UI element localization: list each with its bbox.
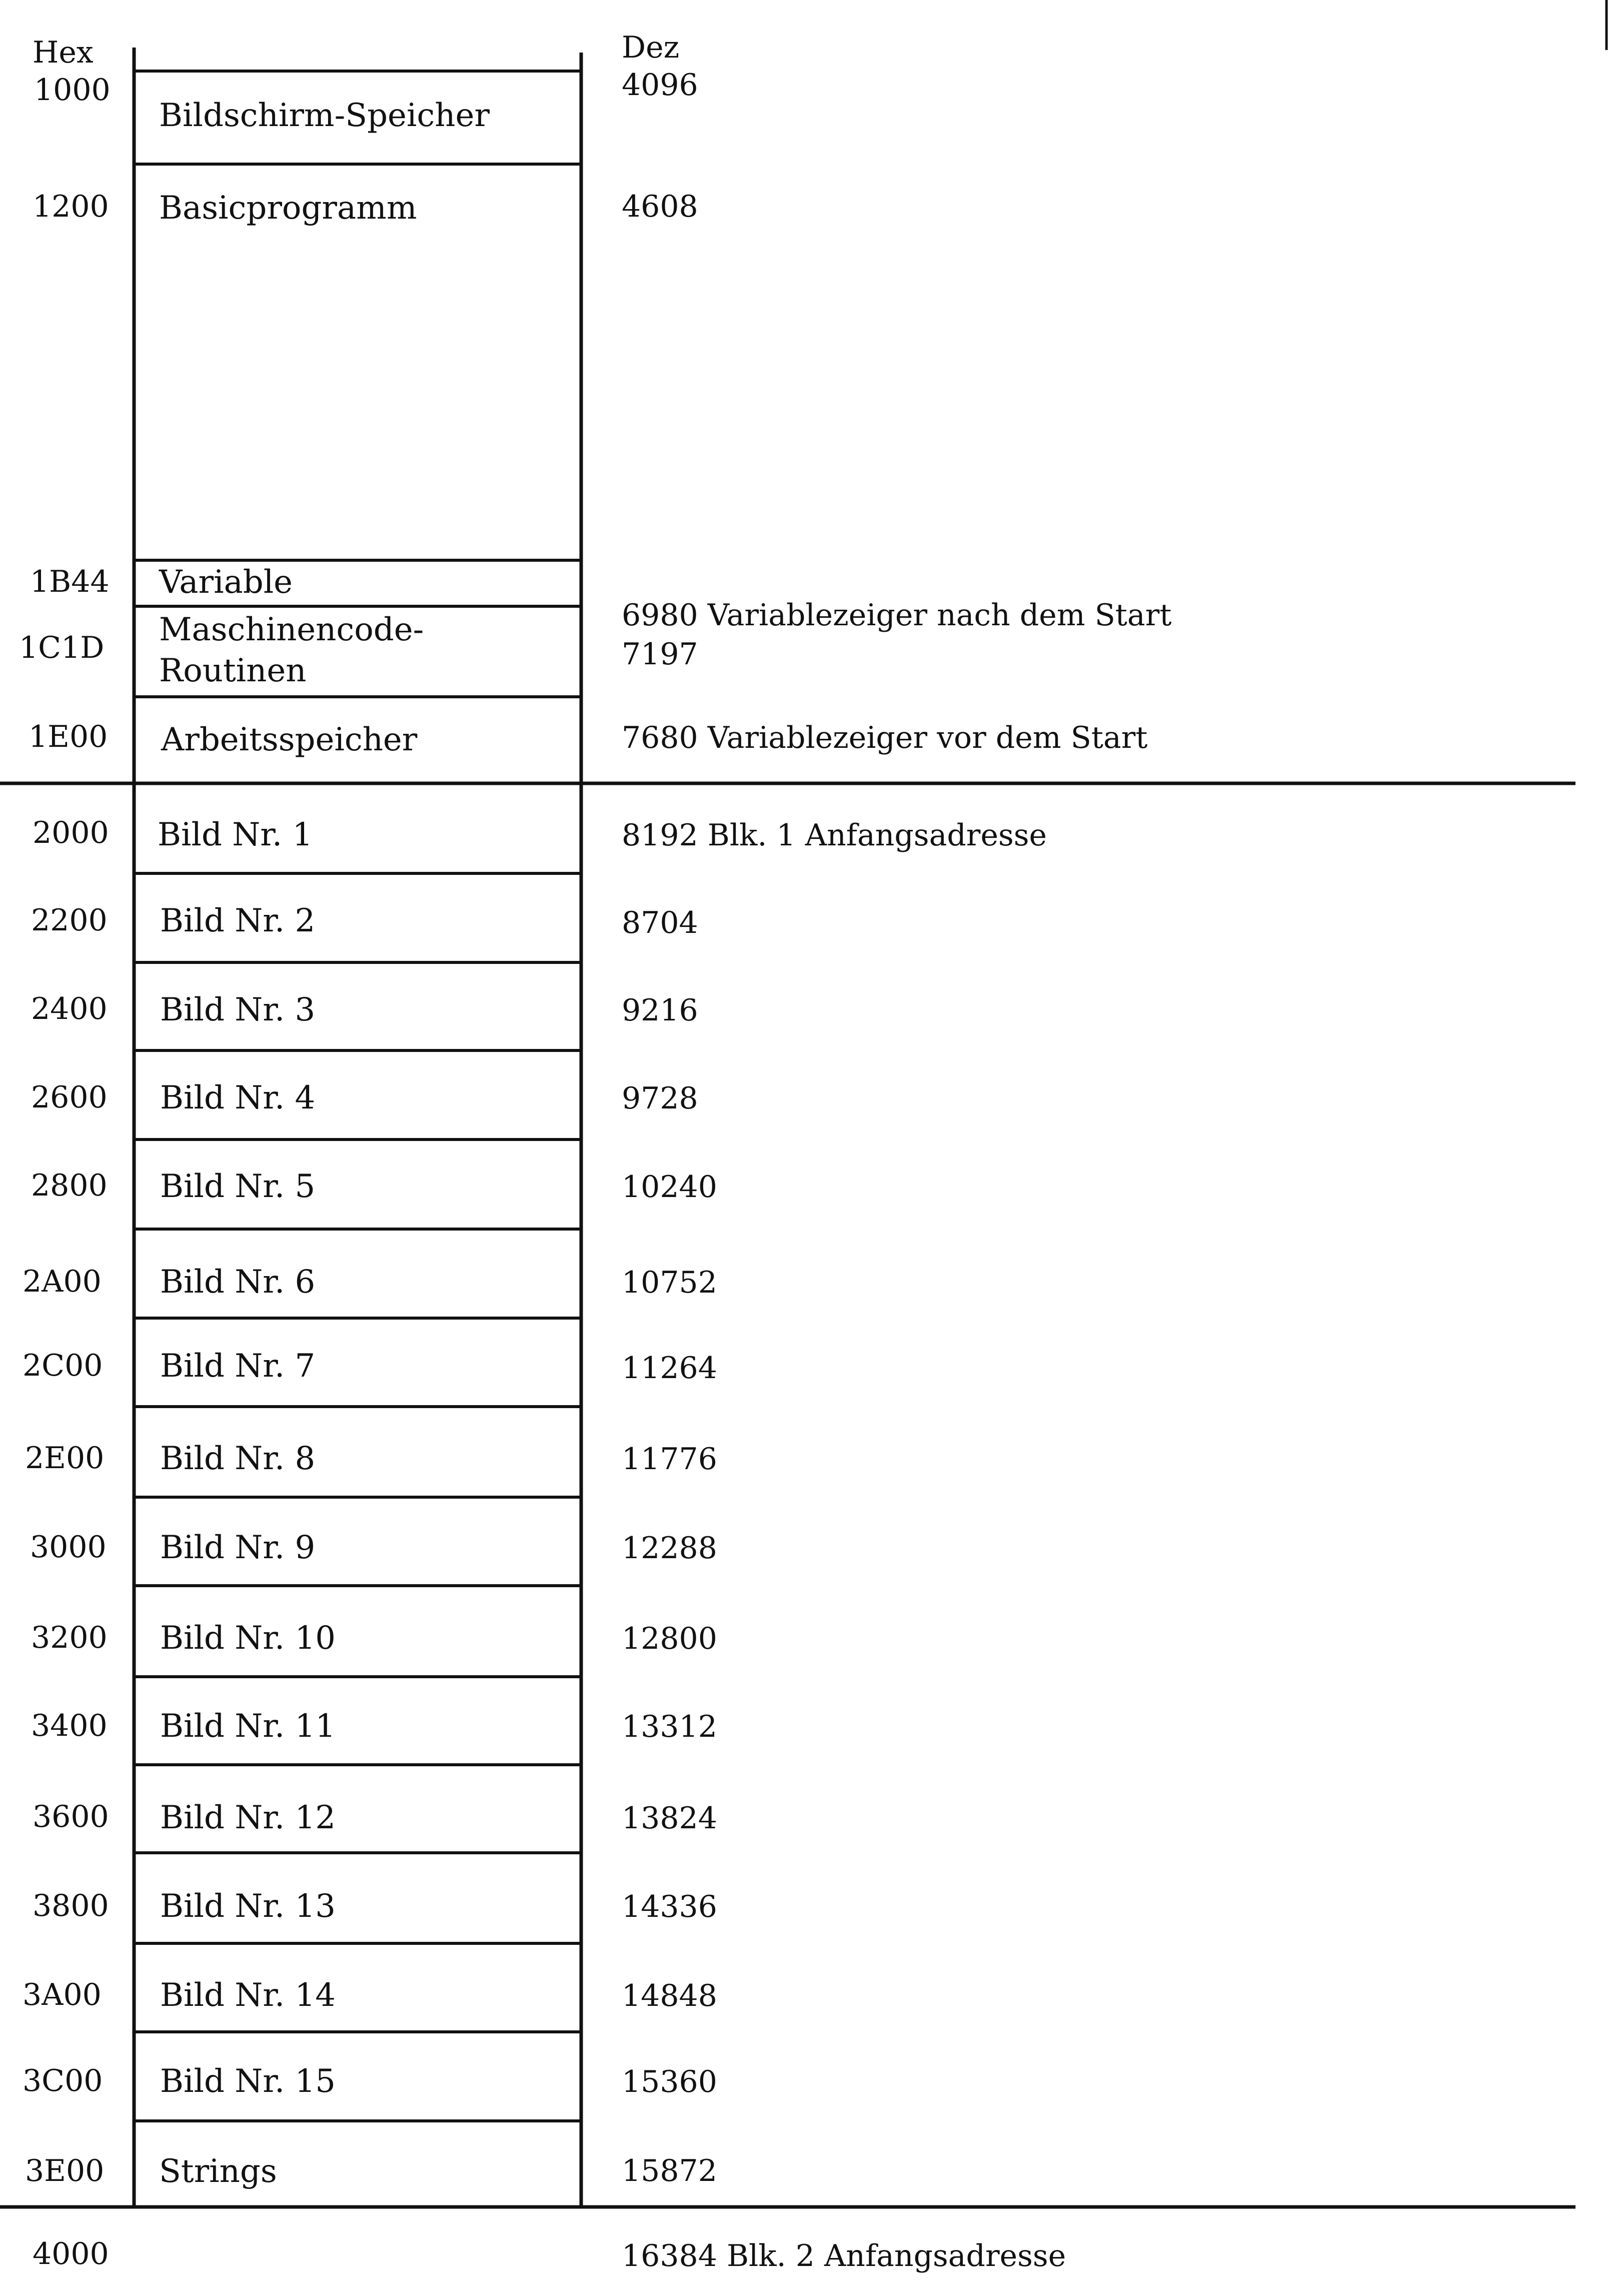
block-label: Arbeitsspeicher <box>161 721 418 758</box>
dez-address: 4608 <box>622 189 698 224</box>
hex-address: 1C1D <box>19 630 105 665</box>
block-label: Bild Nr. 5 <box>160 1168 316 1205</box>
block-label: Bildschirm-Speicher <box>159 97 490 134</box>
block-label: Maschinencode- <box>159 611 424 648</box>
variable-address-7197: 7197 <box>622 637 698 672</box>
dez-address: 12288 <box>622 1531 717 1566</box>
dez-header: Dez <box>622 30 680 65</box>
block-label: Bild Nr. 12 <box>160 1799 336 1836</box>
dez-address: 11776 <box>622 1442 717 1477</box>
hex-address: 1E00 <box>29 719 108 754</box>
hex-address: 3E00 <box>25 2153 105 2188</box>
block-label: Strings <box>159 2153 277 2190</box>
dez-address: 7680 Variablezeiger vor dem Start <box>622 720 1148 755</box>
block-label: Bild Nr. 2 <box>160 902 316 939</box>
memory-block-labels <box>158 97 490 2190</box>
hex-addresses <box>19 73 111 2271</box>
dez-address: 14848 <box>622 1978 717 2013</box>
block-label: Bild Nr. 4 <box>160 1079 316 1116</box>
hex-address: 3200 <box>31 1620 108 1655</box>
decimal-addresses <box>622 68 1171 2273</box>
dez-address: 12800 <box>622 1621 717 1656</box>
hex-address: 2E00 <box>25 1441 105 1476</box>
block-label: Basicprogramm <box>159 190 417 227</box>
dez-address: 13824 <box>622 1801 717 1836</box>
hex-address: 3600 <box>33 1799 109 1834</box>
dez-address: 8704 <box>622 905 698 940</box>
hex-address: 2400 <box>31 991 108 1026</box>
dez-address: 11264 <box>622 1351 717 1386</box>
hex-address: 2200 <box>31 903 108 938</box>
hex-address: 2000 <box>33 815 109 850</box>
hex-address: 2600 <box>31 1080 108 1115</box>
block-label: Bild Nr. 14 <box>160 1977 336 2014</box>
hex-address: 1000 <box>34 73 111 108</box>
block-label: Bild Nr. 10 <box>160 1620 336 1657</box>
hex-address: 2C00 <box>23 1348 103 1383</box>
dez-address: 14336 <box>622 1889 717 1924</box>
block-label: Bild Nr. 11 <box>160 1708 336 1745</box>
dez-address: 10240 <box>622 1170 717 1205</box>
dez-address: 10752 <box>622 1265 717 1300</box>
hex-address: 3A00 <box>23 1977 102 2012</box>
hex-address: 1200 <box>33 189 109 224</box>
dez-address: 9216 <box>622 993 698 1028</box>
block-label: Bild Nr. 13 <box>160 1888 336 1925</box>
block-label: Bild Nr. 8 <box>160 1440 316 1477</box>
hex-address: 2A00 <box>23 1264 102 1299</box>
block-label: Bild Nr. 15 <box>160 2063 336 2100</box>
dez-address: 16384 Blk. 2 Anfangsadresse <box>622 2238 1066 2273</box>
dez-address: 8192 Blk. 1 Anfangsadresse <box>622 818 1047 853</box>
hex-address: 3400 <box>31 1708 108 1743</box>
block-label: Bild Nr. 9 <box>160 1529 316 1566</box>
variable-pointer-after-start: 6980 Variablezeiger nach dem Start <box>622 598 1172 633</box>
block-label: Variable <box>159 564 293 601</box>
hex-address: 3000 <box>30 1530 107 1565</box>
hex-address: 4000 <box>33 2236 109 2271</box>
dez-address: 15360 <box>622 2064 717 2099</box>
block-label: Bild Nr. 1 <box>158 816 313 853</box>
dez-address: 13312 <box>622 1709 717 1744</box>
hex-header: Hex <box>33 35 94 70</box>
block-label: Bild Nr. 3 <box>160 991 316 1028</box>
hex-address: 1B44 <box>30 564 110 599</box>
dez-address: 15872 <box>622 2153 717 2188</box>
dez-address: 9728 <box>622 1081 698 1116</box>
hex-address: 2800 <box>31 1168 108 1203</box>
block-label: Bild Nr. 7 <box>160 1348 316 1385</box>
hex-address: 3C00 <box>23 2063 103 2098</box>
block-label-line2: Routinen <box>159 652 307 689</box>
hex-address: 3800 <box>33 1888 109 1923</box>
dez-address: 4096 <box>622 68 698 103</box>
block-label: Bild Nr. 6 <box>160 1264 316 1301</box>
